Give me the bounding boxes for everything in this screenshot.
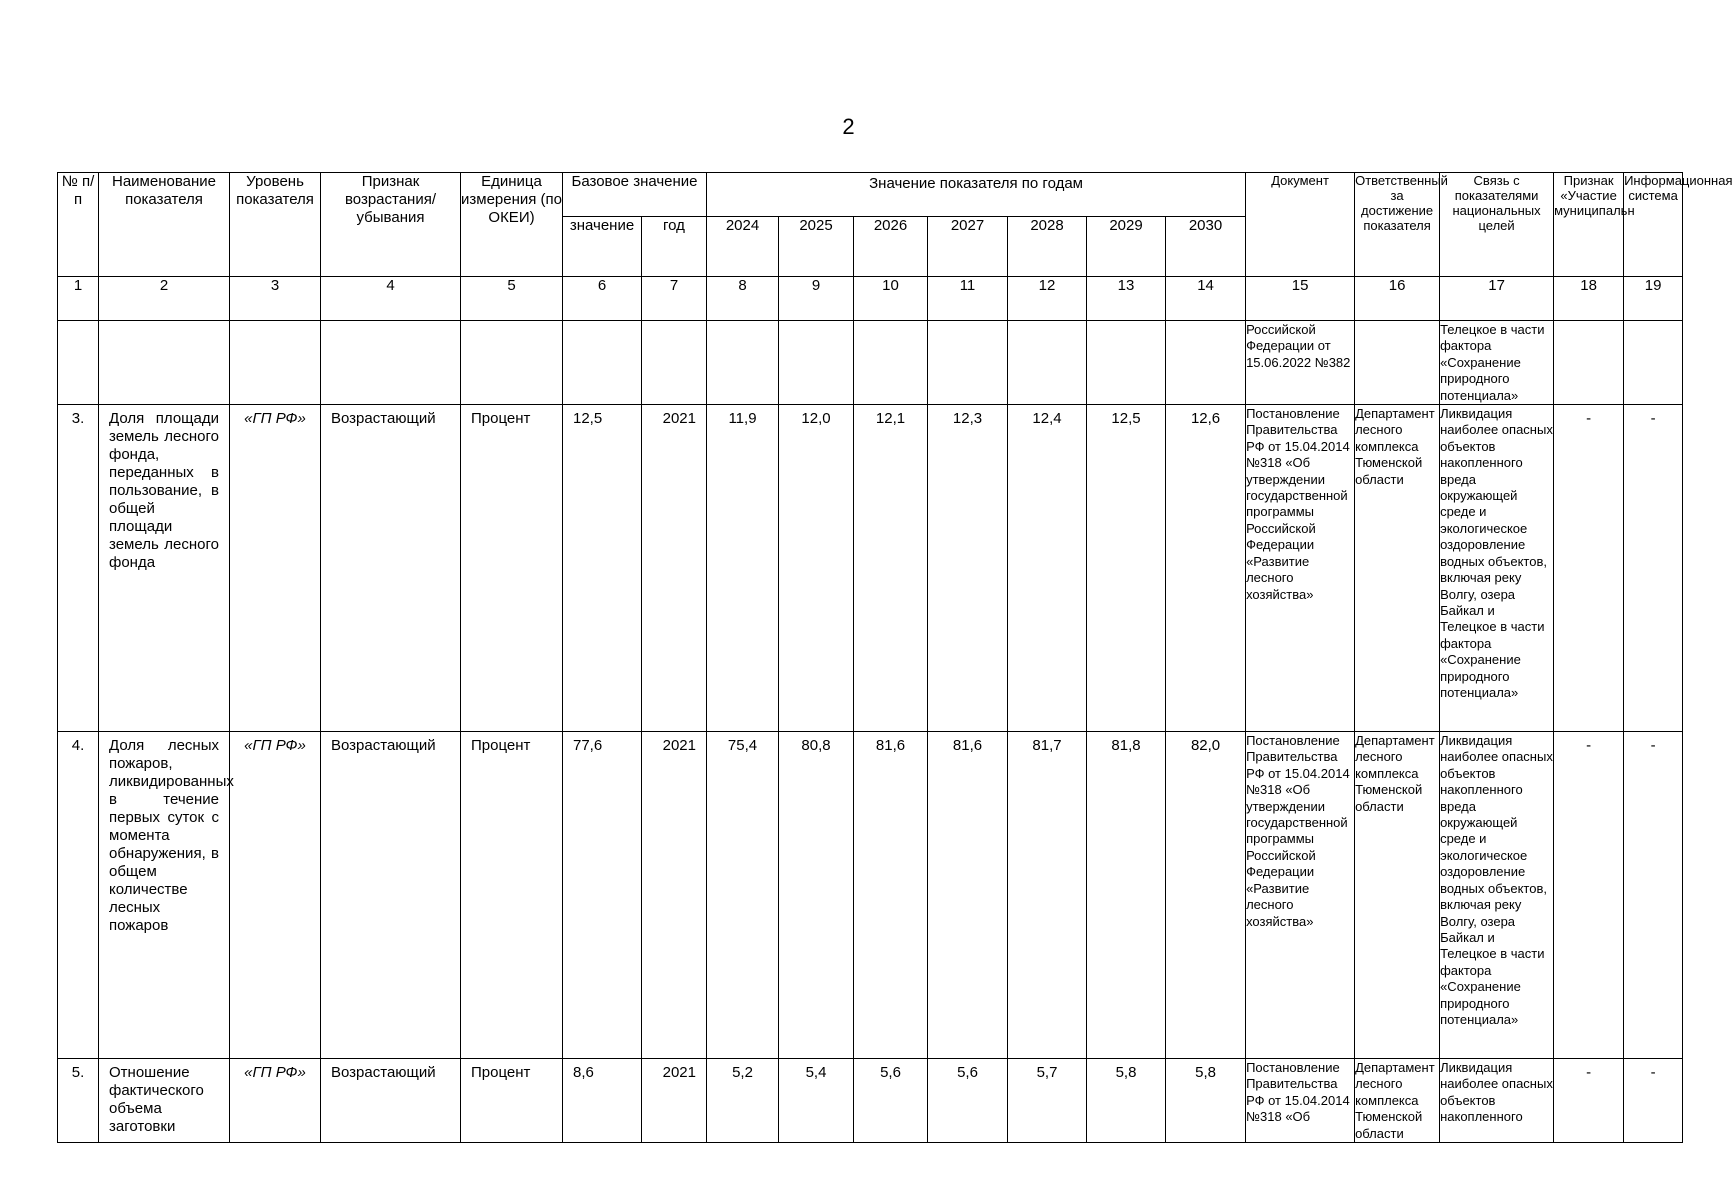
table-row bbox=[58, 321, 1683, 405]
column-number: 19 bbox=[1624, 277, 1683, 321]
indicator-unit: Процент bbox=[461, 405, 563, 732]
column-number: 17 bbox=[1440, 277, 1554, 321]
header-years: Значение показателя по годам bbox=[707, 173, 1246, 217]
header-year: 2028 bbox=[1008, 217, 1087, 277]
column-number: 7 bbox=[642, 277, 707, 321]
year-value: 82,0 bbox=[1166, 732, 1246, 1059]
year-value: 12,1 bbox=[854, 405, 928, 732]
link-cell: Телецкое в части фактора «Сохранение природного потенциала» bbox=[1440, 321, 1554, 405]
column-number: 2 bbox=[99, 277, 230, 321]
column-number: 10 bbox=[854, 277, 928, 321]
year-value: 81,8 bbox=[1087, 732, 1166, 1059]
document-cell: Российской Федерации от 15.06.2022 №382 bbox=[1246, 321, 1355, 405]
column-number: 13 bbox=[1087, 277, 1166, 321]
header-info: Информационная система bbox=[1624, 173, 1683, 277]
link-cell: Ликвидация наиболее опасных объектов накопленного bbox=[1440, 1059, 1554, 1143]
indicator-unit: Процент bbox=[461, 1059, 563, 1143]
column-number: 8 bbox=[707, 277, 779, 321]
column-number: 14 bbox=[1166, 277, 1246, 321]
column-number: 6 bbox=[563, 277, 642, 321]
year-value: 80,8 bbox=[779, 732, 854, 1059]
indicator-unit: Процент bbox=[461, 732, 563, 1059]
year-value: 12,3 bbox=[928, 405, 1008, 732]
document-cell: Постановление Правительства РФ от 15.04.2014 №318 «Об утверждении государственной программы Российской Федерации «Развитие лесного хозяйства» bbox=[1246, 732, 1355, 1059]
table-row bbox=[58, 405, 1683, 732]
year-value: 5,6 bbox=[928, 1059, 1008, 1143]
year-value: 81,6 bbox=[854, 732, 928, 1059]
header-municipal: Признак «Участие муниципальн bbox=[1554, 173, 1624, 277]
base-year: 2021 bbox=[642, 1059, 707, 1143]
year-value: 75,4 bbox=[707, 732, 779, 1059]
year-value: 11,9 bbox=[707, 405, 779, 732]
column-number: 5 bbox=[461, 277, 563, 321]
indicator-name: Доля лесных пожаров, ликвидированных в течение первых суток с момента обнаружения, в общем количестве лесных пожаров bbox=[99, 732, 230, 1059]
header-number: № п/п bbox=[58, 173, 99, 277]
table-row bbox=[58, 1059, 1683, 1143]
indicator-name: Отношение фактического объема заготовки bbox=[99, 1059, 230, 1143]
year-value: 81,7 bbox=[1008, 732, 1087, 1059]
year-value: 12,4 bbox=[1008, 405, 1087, 732]
indicators-table bbox=[57, 172, 1733, 1143]
header-document: Документ bbox=[1246, 173, 1355, 277]
year-value: 12,6 bbox=[1166, 405, 1246, 732]
table-row bbox=[58, 732, 1683, 1059]
responsible-cell: Департамент лесного комплекса Тюменской области bbox=[1355, 405, 1440, 732]
page-number: 2 bbox=[842, 114, 855, 139]
header-sign: Признак возрастания/ убывания bbox=[321, 173, 461, 277]
indicator-level: «ГП РФ» bbox=[230, 732, 321, 1059]
header-year: 2025 bbox=[779, 217, 854, 277]
indicator-sign: Возрастающий bbox=[321, 1059, 461, 1143]
column-number: 4 bbox=[321, 277, 461, 321]
year-value: 81,6 bbox=[928, 732, 1008, 1059]
responsible-cell: Департамент лесного комплекса Тюменской области bbox=[1355, 732, 1440, 1059]
year-value: 5,7 bbox=[1008, 1059, 1087, 1143]
header-unit: Единица измерения (по ОКЕИ) bbox=[461, 173, 563, 277]
header-year: 2026 bbox=[854, 217, 928, 277]
header-year: 2029 bbox=[1087, 217, 1166, 277]
header-name: Наименование показателя bbox=[99, 173, 230, 277]
municipal-cell: - bbox=[1554, 732, 1624, 1059]
header-year: 2024 bbox=[707, 217, 779, 277]
header-base-year: год bbox=[642, 217, 707, 277]
base-year: 2021 bbox=[642, 732, 707, 1059]
link-cell: Ликвидация наиболее опасных объектов накопленного вреда окружающей среде и экологическое оздоровление водных объектов, включая реку Волгу, озера Байкал и Телецкое в части фактора «Сохранение природного потенциала» bbox=[1440, 405, 1554, 732]
info-system-cell: - bbox=[1624, 732, 1683, 1059]
column-number: 11 bbox=[928, 277, 1008, 321]
indicator-level: «ГП РФ» bbox=[230, 1059, 321, 1143]
base-value: 77,6 bbox=[563, 732, 642, 1059]
column-number: 18 bbox=[1554, 277, 1624, 321]
responsible-cell: Департамент лесного комплекса Тюменской области bbox=[1355, 1059, 1440, 1143]
column-number: 16 bbox=[1355, 277, 1440, 321]
indicator-level: «ГП РФ» bbox=[230, 405, 321, 732]
year-value: 12,5 bbox=[1087, 405, 1166, 732]
header-responsible: Ответственный за достижение показателя bbox=[1355, 173, 1440, 277]
header-year: 2030 bbox=[1166, 217, 1246, 277]
year-value: 5,8 bbox=[1166, 1059, 1246, 1143]
base-value: 8,6 bbox=[563, 1059, 642, 1143]
indicator-sign: Возрастающий bbox=[321, 732, 461, 1059]
base-year: 2021 bbox=[642, 405, 707, 732]
info-system-cell: - bbox=[1624, 405, 1683, 732]
header-base: Базовое значение bbox=[563, 173, 707, 217]
link-cell: Ликвидация наиболее опасных объектов накопленного вреда окружающей среде и экологическое оздоровление водных объектов, включая реку Волгу, озера Байкал и Телецкое в части фактора «Сохранение природного потенциала» bbox=[1440, 732, 1554, 1059]
year-value: 5,2 bbox=[707, 1059, 779, 1143]
info-system-cell: - bbox=[1624, 1059, 1683, 1143]
municipal-cell: - bbox=[1554, 405, 1624, 732]
indicator-name: Доля площади земель лесного фонда, переданных в пользование, в общей площади земель лесного фонда bbox=[99, 405, 230, 732]
municipal-cell: - bbox=[1554, 1059, 1624, 1143]
document-cell: Постановление Правительства РФ от 15.04.2014 №318 «Об bbox=[1246, 1059, 1355, 1143]
header-link: Связь с показателями национальных целей bbox=[1440, 173, 1554, 277]
column-number: 3 bbox=[230, 277, 321, 321]
row-number: 4. bbox=[58, 732, 99, 1059]
year-value: 12,0 bbox=[779, 405, 854, 732]
column-number: 1 bbox=[58, 277, 99, 321]
header-level: Уровень показателя bbox=[230, 173, 321, 277]
base-value: 12,5 bbox=[563, 405, 642, 732]
column-number: 15 bbox=[1246, 277, 1355, 321]
header-year: 2027 bbox=[928, 217, 1008, 277]
indicator-sign: Возрастающий bbox=[321, 405, 461, 732]
year-value: 5,8 bbox=[1087, 1059, 1166, 1143]
row-number: 5. bbox=[58, 1059, 99, 1143]
row-number: 3. bbox=[58, 405, 99, 732]
year-value: 5,4 bbox=[779, 1059, 854, 1143]
column-number: 12 bbox=[1008, 277, 1087, 321]
header-base-value: значение bbox=[563, 217, 642, 277]
document-cell: Постановление Правительства РФ от 15.04.2014 №318 «Об утверждении государственной программы Российской Федерации «Развитие лесного хозяйства» bbox=[1246, 405, 1355, 732]
year-value: 5,6 bbox=[854, 1059, 928, 1143]
column-number: 9 bbox=[779, 277, 854, 321]
